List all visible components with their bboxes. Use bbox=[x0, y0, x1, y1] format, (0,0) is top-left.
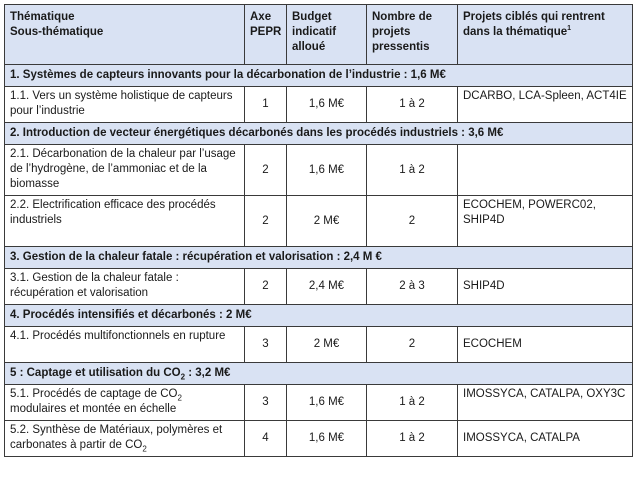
table-row bbox=[5, 196, 633, 247]
section-title-text: 5 : Captage et utilisation du CO bbox=[10, 367, 181, 379]
budget-cell: 2 M€ bbox=[287, 196, 367, 247]
header-nombre-projets: Nombre de projets pressentis bbox=[367, 5, 458, 65]
projets-cell: DCARBO, LCA-Spleen, ACT4IE bbox=[458, 87, 633, 123]
section-title: 2. Introduction de vecteur énergétiques décarbonés dans les procédés industriels : 3,6 M€ bbox=[5, 123, 633, 145]
sub-thematique: 1.1. Vers un système holistique de capteurs pour l’industrie bbox=[5, 87, 245, 123]
projets-cell: IMOSSYCA, CATALPA bbox=[458, 421, 633, 457]
axe-cell: 4 bbox=[245, 421, 287, 457]
nb-projets-cell: 2 bbox=[367, 327, 458, 363]
table-row bbox=[5, 385, 633, 421]
projets-cell: SHIP4D bbox=[458, 269, 633, 305]
sub-thematique: 4.1. Procédés multifonctionnels en rupture bbox=[5, 327, 245, 363]
nb-projets-cell: 1 à 2 bbox=[367, 385, 458, 421]
section-title: 3. Gestion de la chaleur fatale : récupération et valorisation : 2,4 M € bbox=[5, 247, 633, 269]
section-title: 4. Procédés intensifiés et décarbonés : 2 M€ bbox=[5, 305, 633, 327]
table-row bbox=[5, 145, 633, 196]
table-row bbox=[5, 421, 633, 457]
budget-cell: 2 M€ bbox=[287, 327, 367, 363]
projets-cell: ECOCHEM, POWERC02, SHIP4D bbox=[458, 196, 633, 247]
table-row bbox=[5, 269, 633, 305]
subscript: 2 bbox=[142, 444, 147, 454]
axe-cell: 2 bbox=[245, 196, 287, 247]
sub-thematique-text: 5.1. Procédés de captage de CO bbox=[10, 388, 178, 400]
sub-thematique: 2.2. Electrification efficace des procédés industriels bbox=[5, 196, 245, 247]
header-projets-cibles bbox=[458, 5, 633, 65]
nb-projets-cell: 1 à 2 bbox=[367, 145, 458, 196]
section-title bbox=[5, 363, 633, 385]
axe-cell: 2 bbox=[245, 269, 287, 305]
budget-cell: 1,6 M€ bbox=[287, 145, 367, 196]
section-row-1 bbox=[5, 65, 633, 87]
nb-projets-cell: 1 à 2 bbox=[367, 421, 458, 457]
axe-cell: 1 bbox=[245, 87, 287, 123]
subscript: 2 bbox=[177, 393, 182, 403]
footnote-marker: 1 bbox=[567, 25, 572, 33]
budget-cell: 1,6 M€ bbox=[287, 87, 367, 123]
table-row bbox=[5, 327, 633, 363]
nb-projets-cell: 1 à 2 bbox=[367, 87, 458, 123]
section-row-5 bbox=[5, 363, 633, 385]
header-thematique-label: Thématique bbox=[10, 11, 75, 23]
header-sous-thematique-label: Sous-thématique bbox=[10, 26, 104, 38]
nb-projets-cell: 2 bbox=[367, 196, 458, 247]
budget-cell: 2,4 M€ bbox=[287, 269, 367, 305]
axe-cell: 3 bbox=[245, 385, 287, 421]
sub-thematique-text: 5.2. Synthèse de Matériaux, polymères et carbonates à partir de CO bbox=[10, 424, 223, 451]
sub-thematique bbox=[5, 421, 245, 457]
header-axe-pepr: Axe PEPR bbox=[245, 5, 287, 65]
section-title: 1. Systèmes de capteurs innovants pour la décarbonation de l’industrie : 1,6 M€ bbox=[5, 65, 633, 87]
header-row bbox=[5, 5, 633, 65]
header-projets-cibles-label: Projets ciblés qui rentrent dans la thématique bbox=[463, 11, 605, 38]
header-thematique bbox=[5, 5, 245, 65]
header-budget: Budget indicatif alloué bbox=[287, 5, 367, 65]
sub-thematique-text-end: modulaires et montée en échelle bbox=[10, 403, 177, 415]
axe-cell: 3 bbox=[245, 327, 287, 363]
projets-cell: IMOSSYCA, CATALPA, OXY3C bbox=[458, 385, 633, 421]
subscript: 2 bbox=[180, 372, 186, 382]
budget-cell: 1,6 M€ bbox=[287, 385, 367, 421]
axe-cell: 2 bbox=[245, 145, 287, 196]
sub-thematique: 2.1. Décarbonation de la chaleur par l’usage de l’hydrogène, de l’ammoniac et de la biomasse bbox=[5, 145, 245, 196]
nb-projets-cell: 2 à 3 bbox=[367, 269, 458, 305]
sub-thematique: 3.1. Gestion de la chaleur fatale : récupération et valorisation bbox=[5, 269, 245, 305]
sub-thematique bbox=[5, 385, 245, 421]
section-row-2 bbox=[5, 123, 633, 145]
table-row bbox=[5, 87, 633, 123]
projets-cell bbox=[458, 145, 633, 196]
projets-cell: ECOCHEM bbox=[458, 327, 633, 363]
section-row-3 bbox=[5, 247, 633, 269]
budget-cell: 1,6 M€ bbox=[287, 421, 367, 457]
thematic-table bbox=[4, 4, 633, 457]
section-row-4 bbox=[5, 305, 633, 327]
section-title-budget: : 3,2 M€ bbox=[185, 367, 231, 379]
